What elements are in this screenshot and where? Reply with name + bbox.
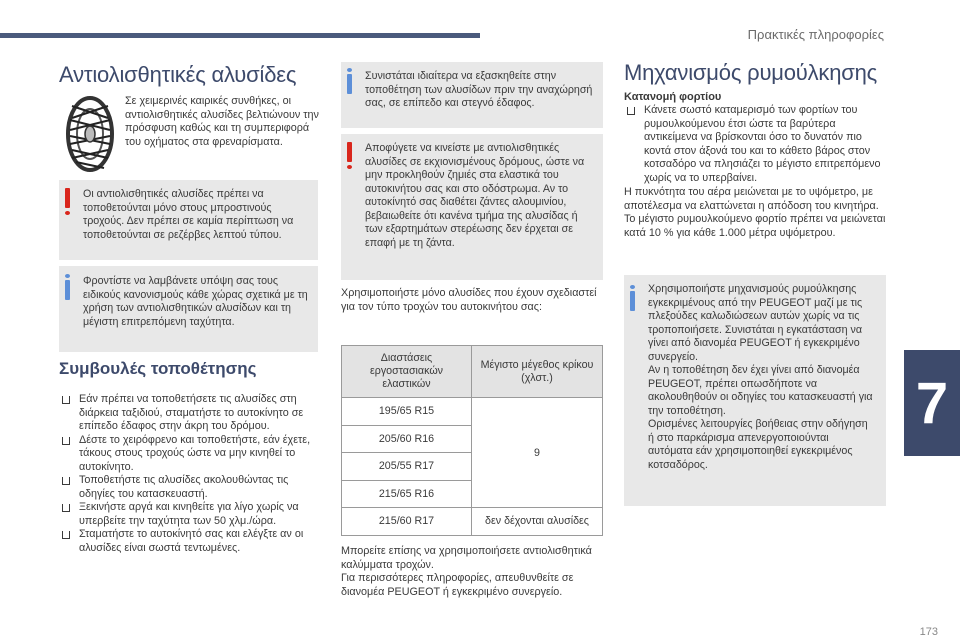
info-box-towbar	[624, 275, 886, 506]
chapter-tab: 7	[904, 350, 960, 456]
table-cell-size: 215/65 R16	[342, 480, 472, 508]
info-box-regulations	[59, 266, 318, 352]
info-box-practice	[341, 62, 603, 128]
installation-tips-title: Συμβουλές τοποθέτησης	[59, 359, 257, 378]
chain-sizes-table	[341, 345, 603, 536]
table-cell-max-link: δεν δέχονται αλυσίδες	[472, 508, 603, 536]
info-icon	[347, 74, 352, 94]
table-header-max-link: Μέγιστο μέγεθος κρίκου (χλστ.)	[472, 346, 603, 398]
towing-title: Μηχανισμός ρυμούλκησης	[624, 60, 878, 85]
warning-box-text: Αποφύγετε να κινείστε με αντιολισθητικές αλυσίδες σε εκχιονισμένους δρόμους, ώστε να μην προκληθούν ζημιές στα ελαστικά του αυτοκινήτου σας και στο οδόστρωμα. Αν το αυτοκίνητό σας διαθέτει ζάντες αλουμινίου, βεβαιωθείτε ότι κανένα τμήμα της αλυσίδας ή των εξαρτημάτων στερέωσης δεν έρχεται σε επαφή με τη ζάντα.	[365, 142, 585, 249]
load-tip: Κάνετε σωστό καταμερισμό των φορτίων του ρυμουλκούμενου έτσι ώστε τα βαρύτερα αντικείμενα να βρίσκονται όσο το δυνατόν πιο κοντά στον άξονά του και το κάθετο βάρος στον κοτσαδόρο να πλησιάζει το μέγιστο επιτρεπόμενο χωρίς να το υπερβαίνει.	[624, 104, 886, 185]
info-box-text: Συνιστάται ιδιαίτερα να εξασκηθείτε στην τοποθέτηση των αλυσίδων πριν την αναχώρησή σας, σε επίπεδο και στεγνό έδαφος.	[365, 70, 593, 109]
table-cell-size: 205/55 R17	[342, 453, 472, 481]
altitude-note: Η πυκνότητα του αέρα μειώνεται με το υψόμετρο, με αποτέλεσμα να ελαττώνεται η απόδοση του κινητήρα. Το μέγιστο ρυμουλκούμενο φορτίο πρέπει να μειώνεται κατά 10 % για κάθε 1.000 μέτρα υψόμετρου.	[624, 186, 886, 239]
table-cell-size: 205/60 R16	[342, 425, 472, 453]
top-bar	[0, 33, 480, 38]
table-cell-max-link: 9	[472, 398, 603, 508]
warning-box-text: Οι αντιολισθητικές αλυσίδες πρέπει να τοποθετούνται μόνο στους μπροστινούς τροχούς. Δεν πρέπει σε καμία περίπτωση να τοποθετούνται σε ρεζέρβες λεπτού τύπου.	[83, 188, 294, 241]
snow-chain-icon	[62, 94, 118, 174]
wheel-covers-note: Μπορείτε επίσης να χρησιμοποιήσετε αντιολισθητικά καλύμματα τροχών. Για περισσότερες πληροφορίες, απευθυνθείτε σε διανομέα PEUGEOT ή εγκεκριμένο συνεργείο.	[341, 545, 592, 598]
installation-tip: Δέστε το χειρόφρενο και τοποθετήστε, εάν έχετε, τάκους στους τροχούς ώστε να μην κινηθεί το αυτοκίνητο.	[59, 434, 318, 475]
installation-tips-list	[59, 393, 318, 555]
load-distribution-title: Κατανομή φορτίου	[624, 91, 722, 103]
warning-box-snowy-roads	[341, 134, 603, 280]
snow-chains-intro: Σε χειμερινές καιρικές συνθήκες, οι αντιολισθητικές αλυσίδες βελτιώνουν την πρόσφυση καθώς και τη συμπεριφορά του οχήματος στα φρεναρίσματα.	[125, 95, 319, 148]
info-icon	[65, 280, 70, 300]
header-section-title: Πρακτικές πληροφορίες	[747, 27, 884, 42]
snow-chains-title: Αντιολισθητικές αλυσίδες	[59, 62, 297, 87]
warning-icon	[347, 142, 352, 162]
load-tips-list	[624, 104, 886, 185]
warning-icon	[65, 188, 70, 208]
table-cell-size: 195/65 R15	[342, 398, 472, 426]
table-header-tyre-size: Διαστάσεις εργοστασιακών ελαστικών	[342, 346, 472, 398]
installation-tip: Σταματήστε το αυτοκίνητό σας και ελέγξτε αν οι αλυσίδες είναι σωστά τεντωμένες.	[59, 528, 318, 555]
table-intro: Χρησιμοποιήστε μόνο αλυσίδες που έχουν σχεδιαστεί για τον τύπο τροχών του αυτοκινήτου σας:	[341, 287, 597, 313]
warning-box-front-wheels	[59, 180, 318, 260]
page-number: 173	[919, 626, 938, 638]
installation-tip: Εάν πρέπει να τοποθετήσετε τις αλυσίδες στη διάρκεια ταξιδιού, σταματήστε το αυτοκίνητο σε επίπεδο έδαφος στην άκρη του δρόμου.	[59, 393, 318, 434]
info-icon	[630, 291, 635, 311]
installation-tip: Τοποθετήστε τις αλυσίδες ακολουθώντας τις οδηγίες του κατασκευαστή.	[59, 474, 318, 501]
installation-tip: Ξεκινήστε αργά και κινηθείτε για λίγο χωρίς να υπερβείτε την ταχύτητα των 50 χλμ./ώρα.	[59, 501, 318, 528]
info-box-text: Φροντίστε να λαμβάνετε υπόψη σας τους ειδικούς κανονισμούς κάθε χώρας σχετικά με τη χρήση των αντιολισθητικών αλυσίδων και τη μέγιστη επιτρεπόμενη ταχύτητα.	[83, 275, 308, 328]
info-box-text: Χρησιμοποιήστε μηχανισμούς ρυμούλκησης εγκεκριμένους από την PEUGEOT μαζί με τις πλεξούδες καλωδιώσεων αυτών χωρίς να τις τροποποιήσετε. Συνιστάται η εγκατάσταση να γίνει από διανομέα PEUGEOT ή εγκεκριμένο συνεργείο. Αν η τοποθέτηση δεν έχει γίνει από διανομέα PEUGEOT, πρέπει οπωσδήποτε να ακολουθηθούν οι οδηγίες του κατασκευαστή για την τοποθέτηση. Ορισμένες λειτουργίες βοήθειας στην οδήγηση ή στο παρκάρισμα απενεργοποιούνται αυτόματα εάν χρησιμοποιηθεί εγκεκριμένος κοτσαδόρος.	[648, 283, 873, 471]
table-cell-size: 215/60 R17	[342, 508, 472, 536]
